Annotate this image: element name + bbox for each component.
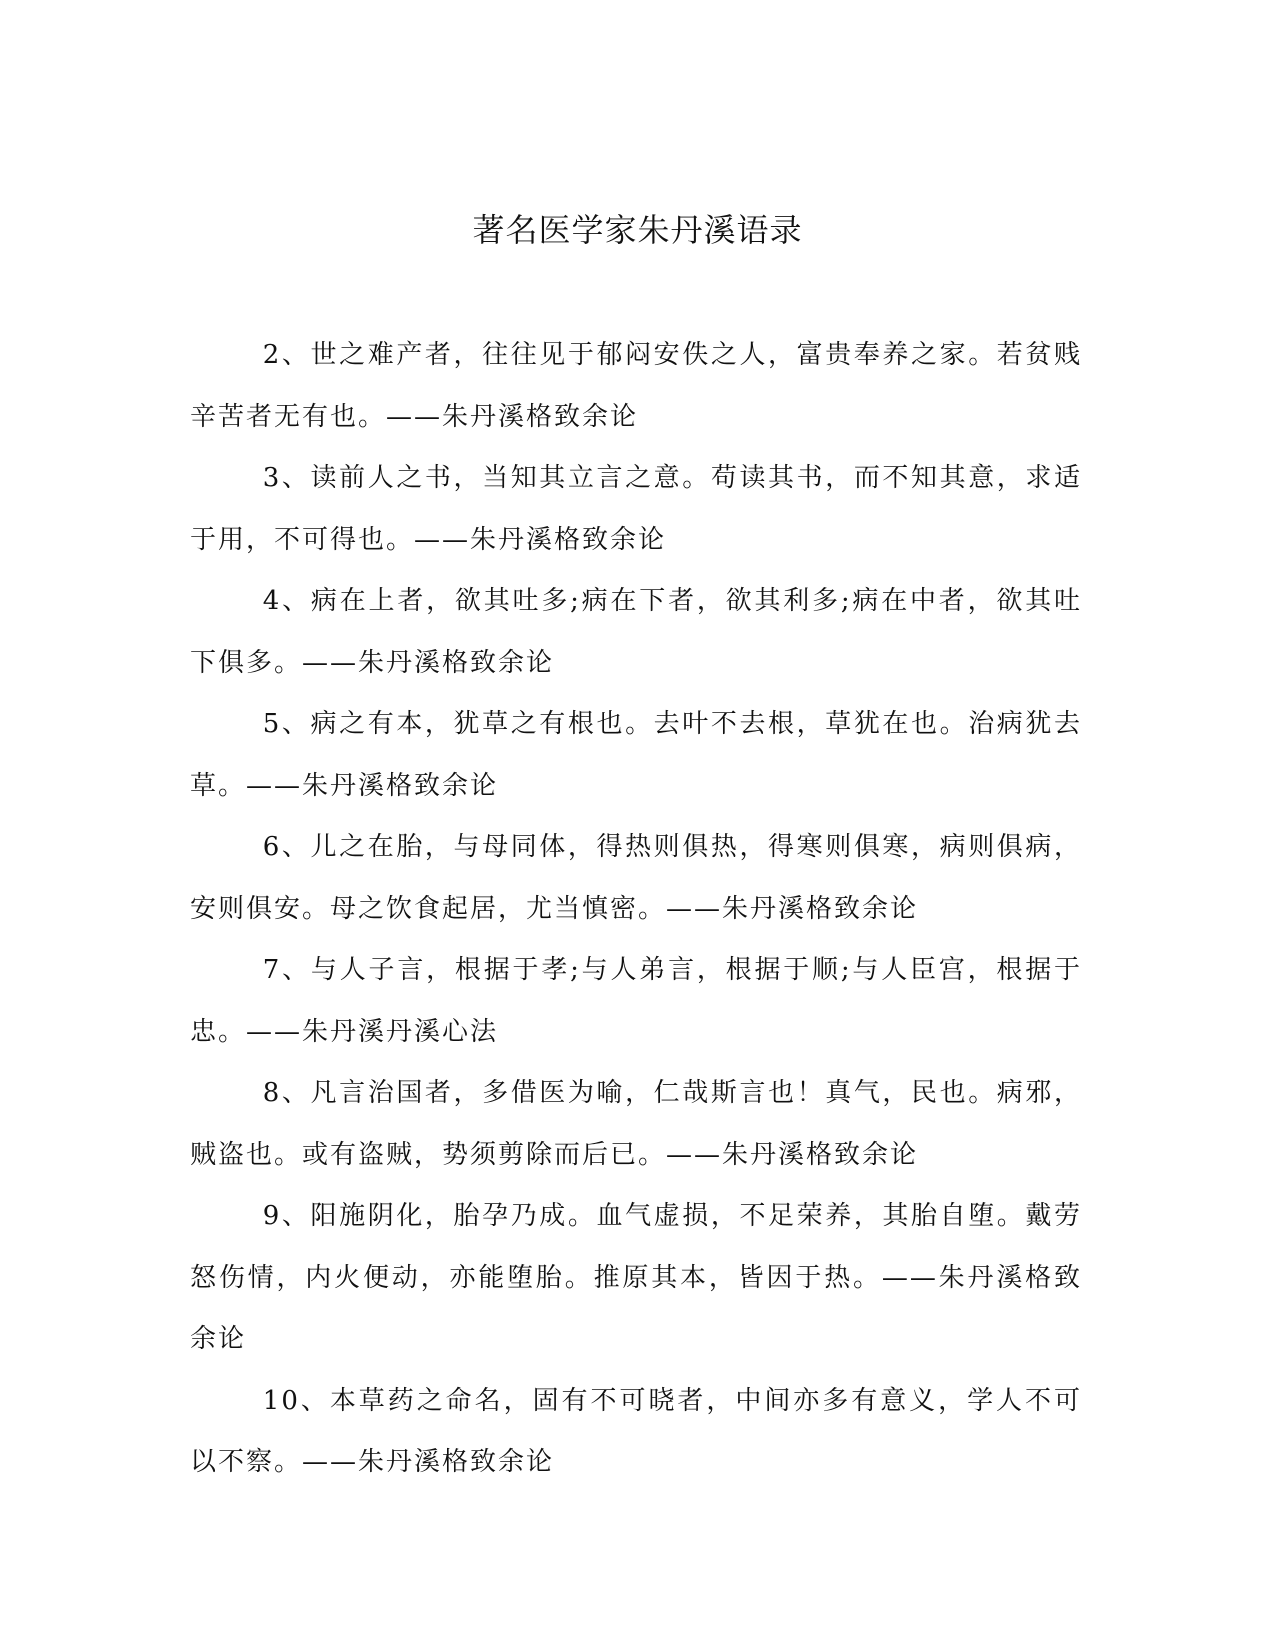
quote-paragraph-5: 5、病之有本，犹草之有根也。去叶不去根，草犹在也。治病犹去草。——朱丹溪格致余论 xyxy=(190,709,1082,801)
page-title: 著名医学家朱丹溪语录 xyxy=(472,211,803,249)
quote-list xyxy=(190,325,1082,1494)
quote-paragraph-9: 9、阳施阴化，胎孕乃成。血气虚损，不足荣养，其胎自堕。戴劳怒伤情，内火便动，亦能堕胎。推原其本，皆因于热。——朱丹溪格致余论 xyxy=(190,1201,1082,1354)
quote-paragraph-4: 4、病在上者，欲其吐多;病在下者，欲其利多;病在中者，欲其吐下俱多。——朱丹溪格致余论 xyxy=(190,586,1082,678)
quote-paragraph-7: 7、与人子言，根据于孝;与人弟言，根据于顺;与人臣宫，根据于忠。——朱丹溪丹溪心法 xyxy=(190,955,1082,1047)
quote-paragraph-8: 8、凡言治国者，多借医为喻，仁哉斯言也！真气，民也。病邪，贼盗也。或有盗贼，势须剪除而后已。——朱丹溪格致余论 xyxy=(190,1078,1082,1170)
quote-paragraph-2: 2、世之难产者，往往见于郁闷安佚之人，富贵奉养之家。若贫贱辛苦者无有也。——朱丹溪格致余论 xyxy=(190,340,1082,432)
quote-paragraph-3: 3、读前人之书，当知其立言之意。苟读其书，而不知其意，求适于用，不可得也。——朱丹溪格致余论 xyxy=(190,463,1082,555)
quote-paragraph-6: 6、儿之在胎，与母同体，得热则俱热，得寒则俱寒，病则俱病，安则俱安。母之饮食起居，尤当慎密。——朱丹溪格致余论 xyxy=(190,832,1082,924)
quote-paragraph-10: 10、本草药之命名，固有不可晓者，中间亦多有意义，学人不可以不察。——朱丹溪格致余论 xyxy=(190,1385,1082,1477)
